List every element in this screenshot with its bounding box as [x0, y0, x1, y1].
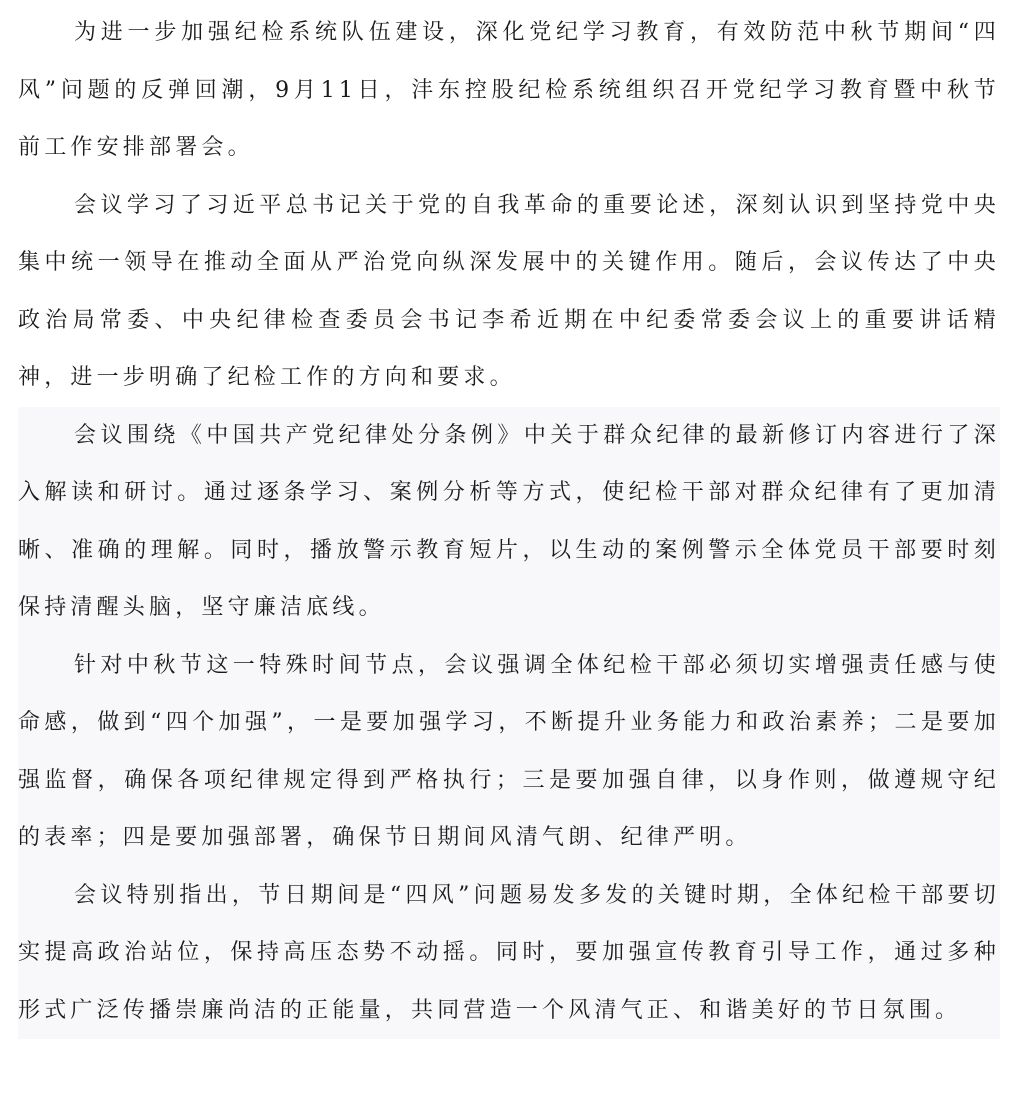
paragraph-study-content: 会议学习了习近平总书记关于党的自我革命的重要论述，深刻认识到坚持党中央集中统一领导在推动全面从严治党向纵深发展中的关键作用。随后，会议传达了中央政治局常委、中央纪律检查委员会书记李希近期在中纪委常委会议上的重要讲话精神，进一步明确了纪检工作的方向和要求。 — [18, 192, 1000, 390]
paragraph-closing: 会议特别指出，节日期间是“四风”问题易发多发的关键时期，全体纪检干部要切实提高政治站位，保持高压态势不动摇。同时，要加强宣传教育引导工作，通过多种形式广泛传播崇廉尚洁的正能量，共同营造一个风清气正、和谐美好的节日氛围。 — [18, 867, 1000, 1040]
article-body — [18, 4, 1000, 1039]
paragraph-discipline-regulations: 会议围绕《中国共产党纪律处分条例》中关于群众纪律的最新修订内容进行了深入解读和研讨。通过逐条学习、案例分析等方式，使纪检干部对群众纪律有了更加清晰、准确的理解。同时，播放警示教育短片，以生动的案例警示全体党员干部要时刻保持清醒头脑，坚守廉洁底线。 — [18, 407, 1000, 637]
paragraph-opening: 为进一步加强纪检系统队伍建设，深化党纪学习教育，有效防范中秋节期间“四风”问题的反弹回潮，9月11日，沣东控股纪检系统组织召开党纪学习教育暨中秋节前工作安排部署会。 — [18, 20, 1000, 160]
paragraph-four-strengthens: 针对中秋节这一特殊时间节点，会议强调全体纪检干部必须切实增强责任感与使命感，做到“四个加强”，一是要加强学习，不断提升业务能力和政治素养；二是要加强监督，确保各项纪律规定得到严格执行；三是要加强自律，以身作则，做遵规守纪的表率；四是要加强部署，确保节日期间风清气朗、纪律严明。 — [18, 637, 1000, 867]
